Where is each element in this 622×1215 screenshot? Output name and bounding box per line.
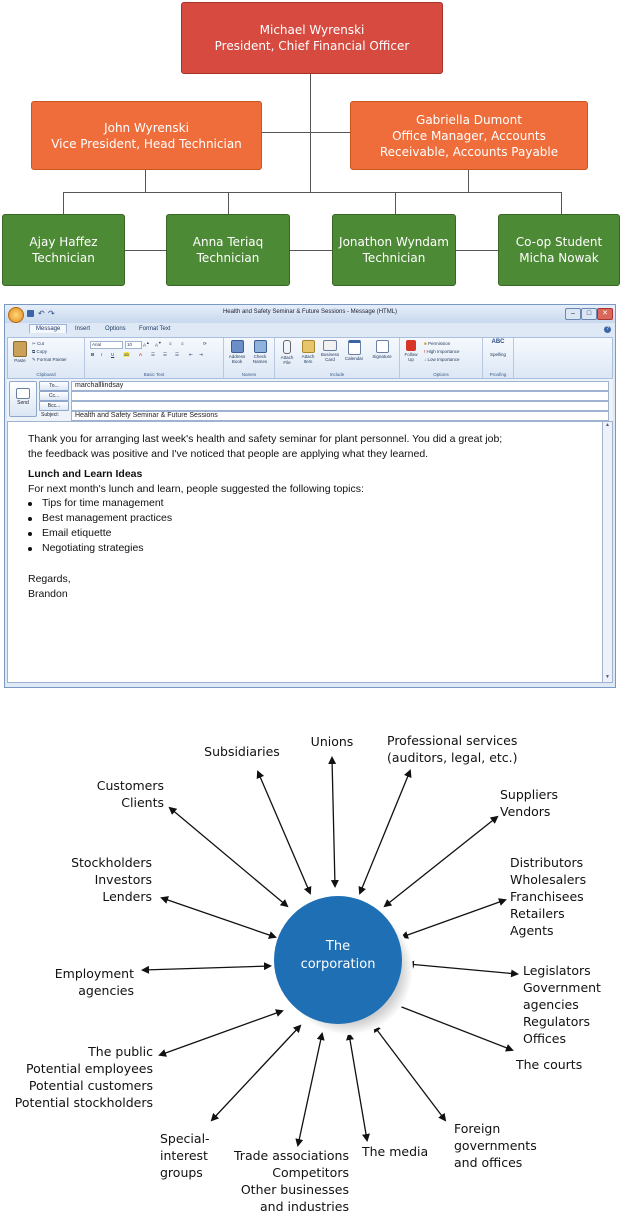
stakeholder-customers [92,777,164,811]
spelling-label: Spelling [489,352,506,357]
person-title: Technician [362,251,426,265]
permission-icon: ■ [424,341,427,346]
align-left-icon[interactable]: ☰ [151,352,156,357]
permission-label: Permission [427,341,451,346]
signature-label: Signature [372,354,392,359]
cut-button[interactable]: ✂ Cut [32,341,45,346]
person-title: Vice President, Head Technician [51,136,242,151]
redo-icon[interactable]: ↷ [48,309,55,318]
to-field[interactable]: marchalllindsay [71,381,609,391]
exclamation-icon: ! [424,349,426,354]
stakeholder-label: interest [160,1148,208,1163]
stakeholder-trade [226,1147,349,1215]
signature-text: Brandon [28,588,68,600]
copy-label: Copy [36,349,47,354]
stakeholder-label: Legislators [523,963,591,978]
font-size-select[interactable]: 10 [125,341,142,349]
body-paragraph: For next month's lunch and learn, people suggested the following topics: [28,483,364,495]
font-name-select[interactable]: Arial [90,341,123,349]
stakeholder-label: Distributors [510,855,584,870]
highlight-icon[interactable]: ab [124,352,130,357]
stakeholder-label: Franchisees [510,889,584,904]
list-item: Tips for time management [42,497,164,509]
person-name: John Wyrenski [104,120,189,135]
stakeholder-media [362,1143,428,1160]
spelling-icon: ABC [491,339,505,345]
close-button[interactable]: ✕ [597,308,613,320]
stakeholder-label: agencies [78,983,134,998]
center-label [274,938,402,974]
scroll-up-icon[interactable]: ▲ [605,422,610,428]
copy-button[interactable]: ⧉ Copy [32,349,47,354]
arrow-trade [298,1034,322,1145]
tab-format-text[interactable]: Format Text [139,326,171,332]
stakeholder-label: Stockholders [71,855,152,870]
stakeholder-label: Competitors [272,1165,349,1180]
closing: Regards, [28,573,71,585]
arrow-public [160,1011,282,1055]
arrow-employment [143,966,270,970]
arrow-customers [170,808,287,906]
arrow-suppliers [385,817,497,906]
stakeholder-label: The public [88,1044,153,1059]
minimize-button[interactable]: – [565,308,581,320]
group-label: Clipboard [36,372,56,377]
arrow-stockholders [162,898,275,937]
outdent-icon[interactable]: ⇤ [189,352,193,357]
cc-button[interactable]: Cc... [39,391,69,401]
stakeholder-label: Customers [96,778,164,793]
stakeholder-label: Unions [310,734,354,749]
group-label: Options [433,372,449,377]
body-paragraph: Thank you for arranging last week's health and safety seminar for plant personnel. You did a great job; [28,433,503,445]
stakeholder-label: agencies [523,997,579,1012]
stakeholder-label: The media [362,1144,429,1159]
help-icon[interactable]: ? [604,326,611,333]
group-label: Basic Text [143,372,165,377]
person-title: President, Chief Financial Officer [214,39,410,53]
maximize-button[interactable]: □ [581,308,597,320]
subject-field[interactable]: Health and Safety Seminar & Future Sessions [71,411,609,421]
stakeholder-label: Foreign [454,1121,501,1136]
person-name: Michael Wyrenski [259,23,365,37]
bullets-icon[interactable]: ≡ [169,341,172,346]
list-item: Email etiquette [42,527,112,539]
to-button[interactable]: To... [39,381,69,391]
stakeholder-label: and industries [260,1199,349,1214]
attach-file-label: Attach File [280,355,294,365]
stakeholder-label: Clients [121,795,164,810]
attach-item-label: Attach Item [301,354,315,364]
follow-up-label: Follow Up [404,352,418,362]
stakeholder-label: and offices [454,1155,523,1170]
stakeholder-label: Investors [94,872,152,887]
person-name: Co-op Student [515,235,603,249]
window-title: Health and Safety Seminar & Future Sessions - Message (HTML) [222,309,398,315]
clear-format-icon[interactable]: ⟳ [203,341,207,346]
stakeholder-label: Special- [160,1131,210,1146]
stakeholder-label: Government [523,980,601,995]
stakeholder-label: Potential employees [26,1061,153,1076]
stakeholder-label: Potential stockholders [14,1095,153,1110]
font-color-icon[interactable]: A [139,352,143,357]
stakeholder-label: (auditors, legal, etc.) [387,750,518,765]
stakeholder-label: Professional services [387,733,518,748]
person-name: Anna Teriaq [192,235,264,249]
subject-label: Subject: [41,412,60,418]
address-book-label: Address Book [228,354,246,364]
stakeholder-subsidiaries [192,743,292,760]
arrow-professional [360,771,410,893]
align-center-icon[interactable]: ☰ [163,352,168,357]
stakeholder-label: Other businesses [240,1182,349,1197]
arrow-unions [332,758,335,886]
numbering-icon[interactable]: ≡ [181,341,184,346]
cut-label: Cut [37,341,45,346]
body-paragraph: the feedback was positive and I've noticed that people are applying what they learned. [28,448,429,460]
grow-font-icon[interactable]: A▲ [143,341,150,348]
format-painter-label: Format Painter [37,357,67,362]
person-title: Technician [32,251,95,265]
stakeholder-label: Trade associations [234,1148,349,1163]
center-label-line: The [325,939,351,954]
tab-insert[interactable]: Insert [75,326,91,332]
stakeholder-distributors [510,854,586,939]
arrow-legislators [408,964,517,974]
stakeholder-label: Regulators [523,1014,591,1029]
arrow-special [212,1026,300,1120]
stakeholder-professional [387,732,518,766]
group-label: Names [241,372,257,377]
stakeholder-label: The courts [516,1057,583,1072]
indent-icon[interactable]: ⇥ [199,352,203,357]
scroll-down-icon[interactable]: ▼ [605,674,610,680]
stakeholder-unions [300,733,364,750]
paste-label: Paste [14,358,26,363]
stakeholder-suppliers [500,786,558,820]
format-painter-button[interactable]: ✎ Format Painter [32,357,67,362]
check-names-label: Check Names [252,354,268,364]
arrow-subsidiaries [258,772,310,893]
tab-options[interactable]: Options [105,326,126,332]
send-label: Send [17,400,29,406]
arrow-distributors [402,900,505,937]
italic-button[interactable]: I [101,352,103,357]
align-right-icon[interactable]: ☰ [175,352,180,357]
stakeholder-label: Retailers [510,906,565,921]
undo-icon[interactable]: ↶ [38,309,45,318]
stakeholder-courts [516,1056,582,1073]
stakeholder-label: Potential customers [28,1078,153,1093]
person-name: Jonathon Wyndam [339,235,449,249]
person-title: Technician [196,251,260,265]
stakeholder-label: Vendors [500,804,551,819]
stakeholder-label: Lenders [102,889,152,904]
low-importance-label: Low Importance [427,357,460,362]
stakeholder-foreign [454,1120,537,1171]
calendar-label: Calendar [344,356,364,361]
stakeholder-label: Wholesalers [510,872,587,887]
stakeholder-label: groups [160,1165,203,1180]
stakeholder-label: Subsidiaries [204,744,280,759]
high-importance-label: High Importance [426,349,460,354]
group-label: Include [329,372,345,377]
arrow-media [349,1034,367,1140]
stakeholder-label: governments [454,1138,537,1153]
list-item: Best management practices [42,512,173,524]
underline-button[interactable]: U [111,352,115,357]
bold-button[interactable]: B [91,352,95,357]
person-name: Ajay Haffez [29,235,98,249]
person-title: Receivable, Accounts Payable [379,144,559,159]
down-arrow-icon: ↓ [424,357,427,362]
stakeholder-employment [40,965,134,999]
stakeholder-special [160,1130,210,1181]
list-item: Negotiating strategies [42,542,144,554]
person-name: Gabriella Dumont [416,112,522,127]
stakeholder-label: Agents [510,923,554,938]
stakeholder-label: Employment [54,966,134,981]
person-title: Micha Nowak [519,251,599,265]
arrow-courts [394,1004,512,1050]
stakeholder-label: Offices [523,1031,566,1046]
stakeholder-legislators [523,962,601,1047]
stakeholder-label: Suppliers [500,787,559,802]
arrow-foreign [374,1026,445,1120]
stakeholder-stockholders [56,854,152,905]
body-heading: Lunch and Learn Ideas [28,468,143,480]
bcc-button[interactable]: Bcc... [39,401,69,411]
person-title: Office Manager, Accounts [392,128,546,143]
stakeholder-public [2,1043,153,1111]
center-label-line: corporation [300,957,376,972]
group-label: Proofing [489,372,507,377]
shrink-font-icon[interactable]: A▼ [155,341,162,348]
tab-message[interactable]: Message [29,324,67,333]
business-card-label: Business Card [320,352,340,362]
